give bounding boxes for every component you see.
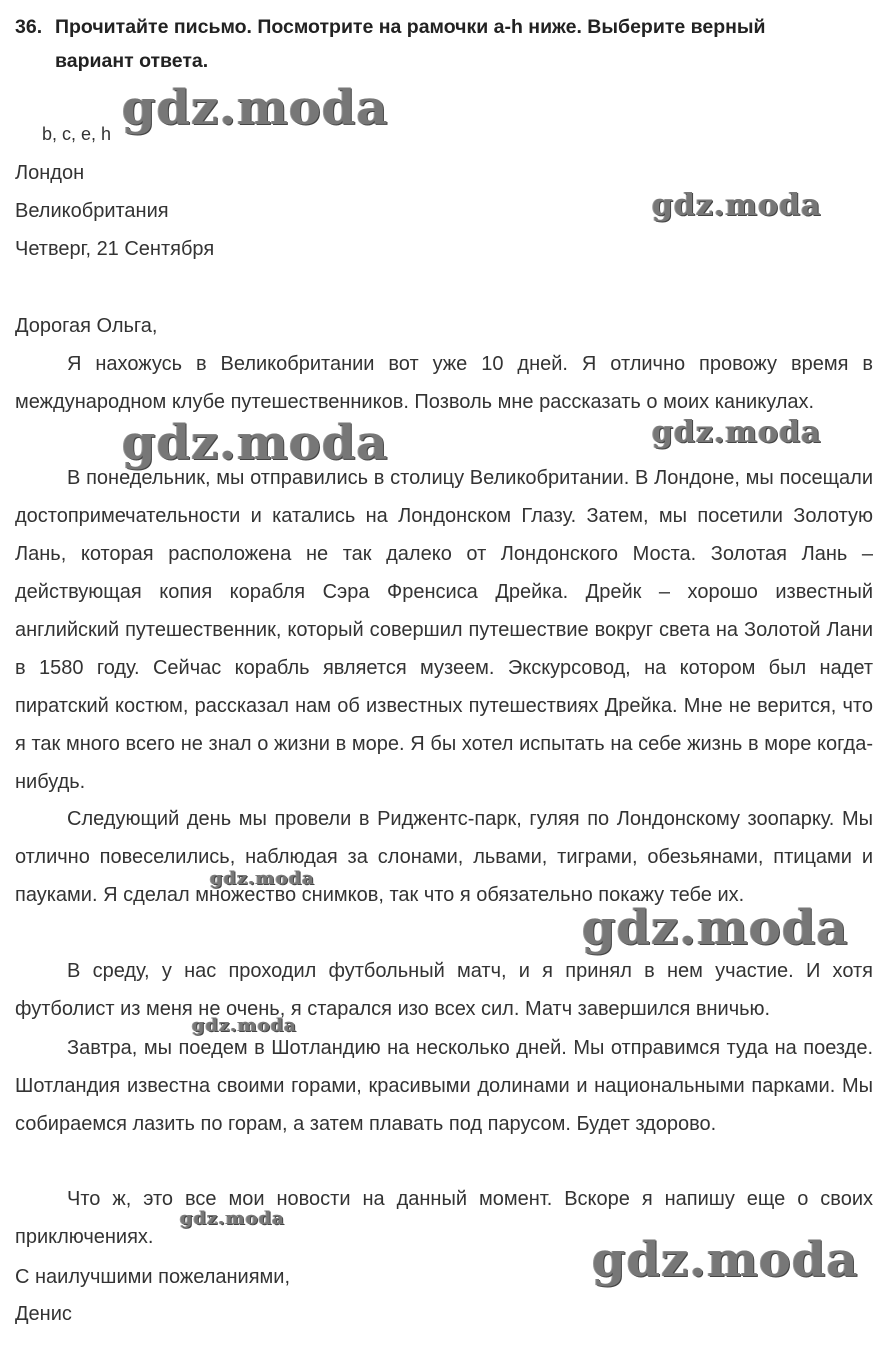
letter-date: Четверг, 21 Сентября	[15, 238, 215, 260]
address-city: Лондон	[15, 162, 85, 184]
watermark-logo: gdz.moda	[180, 1208, 285, 1229]
letter-paragraph-3: Следующий день мы провели в Риджентс-парк, гуляя по Лондонскому зоопарку. Мы отлично повеселились, наблюдая за слонами, львами, тиграми, обезьянами, птицами и пауками. Я сделал множество снимков, так что я обязательно покажу тебе их.	[15, 808, 873, 906]
watermark-logo: gdz.moda	[652, 415, 822, 450]
letter-paragraph-1: Я нахожусь в Великобритании вот уже 10 дней. Я отлично провожу время в международном клубе путешественников. Позволь мне рассказать о моих каникулах.	[15, 353, 873, 413]
watermark-logo: gdz.moda	[210, 868, 315, 889]
watermark-logo: gdz.moda	[122, 80, 389, 136]
task-number: 36.	[15, 16, 43, 38]
letter-signature: Денис	[15, 1303, 72, 1325]
task-heading	[15, 10, 875, 78]
letter-paragraph-2: В понедельник, мы отправились в столицу Великобритании. В Лондоне, мы посещали достопримечательности и катались на Лондонском Глазу. Затем, мы посетили Золотую Лань, которая расположена не так далеко от Лондонского Моста. Золотая Лань – действующая копия корабля Сэра Френсиса Дрейка. Дрейк – хорошо известный английский путешественник, который совершил путешествие вокруг света на Золотой Лани в 1580 году. Сейчас корабль является музеем. Экскурсовод, на котором был надет пиратский костюм, рассказал нам об известных путешествиях Дрейка. Мне не верится, что я так много всего не знал о жизни в море. Я бы хотел испытать на себе жизнь в море когда-нибудь.	[15, 467, 873, 793]
letter-paragraph-4: В среду, у нас проходил футбольный матч, и я принял в нем участие. И хотя футболист из меня не очень, я старался изо всех сил. Матч завершился вничью.	[15, 960, 873, 1020]
address-country: Великобритания	[15, 200, 169, 222]
watermark-logo: gdz.moda	[592, 1232, 859, 1288]
watermark-logo: gdz.moda	[652, 188, 822, 223]
answer-text: b, c, e, h	[42, 124, 112, 144]
letter-greeting: Дорогая Ольга,	[15, 315, 158, 337]
watermark-logo: gdz.moda	[582, 900, 849, 956]
task-text-line2: вариант ответа.	[55, 50, 209, 72]
watermark-logo: gdz.moda	[192, 1015, 297, 1036]
letter-paragraph-6: Что ж, это все мои новости на данный момент. Вскоре я напишу еще о своих приключениях.	[15, 1188, 873, 1248]
task-text-line1: Прочитайте письмо. Посмотрите на рамочки a-h ниже. Выберите верный	[55, 16, 766, 38]
letter-closing: С наилучшими пожеланиями,	[15, 1266, 291, 1288]
watermark-logo: gdz.moda	[122, 415, 389, 471]
letter-paragraph-5: Завтра, мы поедем в Шотландию на несколько дней. Мы отправимся туда на поезде. Шотландия известна своими горами, красивыми долинами и национальными парками. Мы собираемся лазить по горам, а затем плавать под парусом. Будет здорово.	[15, 1037, 873, 1135]
